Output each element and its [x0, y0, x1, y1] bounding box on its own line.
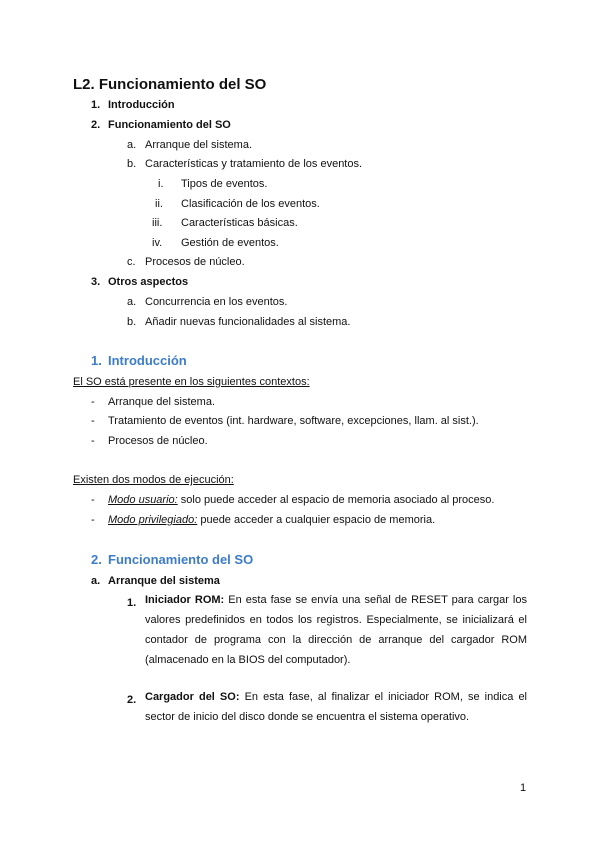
toc-item-2a-letter: a.: [127, 139, 137, 151]
subsection-a-letter: a.: [91, 575, 101, 587]
toc-item-2b-iv-numeral: iv.: [152, 237, 163, 249]
toc-item-2b-ii: Clasificación de los eventos.: [181, 198, 320, 210]
toc-item-2b-iii-numeral: iii.: [152, 217, 163, 229]
mode-priv-desc: puede acceder a cualquier espacio de memoria.: [197, 514, 436, 526]
context-item: Procesos de núcleo.: [108, 435, 208, 447]
mode-user-desc: solo puede acceder al espacio de memoria asociado al proceso.: [177, 494, 495, 506]
mode-priv-term: Modo privilegiado:: [108, 514, 198, 526]
toc-item-2b-ii-numeral: ii.: [155, 198, 163, 210]
context-item: Tratamiento de eventos (int. hardware, software, excepciones, llam. al sist.).: [108, 415, 479, 427]
toc-item-3b: Añadir nuevas funcionalidades al sistema.: [145, 316, 351, 328]
toc-item-3: Otros aspectos: [108, 276, 189, 288]
toc-item-2b: Características y tratamiento de los eventos.: [145, 158, 363, 170]
dash-bullet: -: [91, 396, 95, 408]
contexts-intro: El SO está presente en los siguientes contextos:: [73, 376, 310, 388]
step-2-term: Cargador del SO:: [145, 691, 240, 703]
toc-item-2c: Procesos de núcleo.: [145, 256, 245, 268]
dash-bullet: -: [91, 494, 95, 506]
toc-item-2b-iv: Gestión de eventos.: [181, 237, 279, 249]
toc-item-3a: Concurrencia en los eventos.: [145, 296, 288, 308]
mode-priv-item: [108, 513, 435, 527]
step-1-paragraph: [145, 590, 527, 670]
modes-intro: Existen dos modos de ejecución:: [73, 474, 234, 486]
mode-user-item: [108, 493, 494, 507]
toc-item-2b-i-numeral: i.: [158, 178, 164, 190]
toc-item-2a: Arranque del sistema.: [145, 139, 252, 151]
toc-item-1: Introducción: [108, 99, 175, 111]
document-title: L2. Funcionamiento del SO: [73, 76, 267, 93]
context-item: Arranque del sistema.: [108, 396, 215, 408]
mode-user-term: Modo usuario:: [108, 494, 178, 506]
step-1-text: En esta fase se envía una señal de RESET para cargar los valores predefinidos en todos los registros. Especialmente, se inicializará el contador de programa con la dirección de arranque del cargador ROM (almacenado en la BIOS del computador).: [145, 594, 527, 666]
section-2-heading: Funcionamiento del SO: [108, 552, 254, 567]
toc-item-3b-letter: b.: [127, 316, 137, 328]
toc-item-2-number: 2.: [91, 119, 101, 131]
section-1-number: 1.: [91, 353, 102, 368]
toc-item-2b-letter: b.: [127, 158, 137, 170]
step-2-paragraph: [145, 687, 527, 727]
page-number: 1: [520, 782, 527, 794]
toc-item-3a-letter: a.: [127, 296, 137, 308]
section-1-heading: Introducción: [108, 353, 187, 368]
step-1-number: 1.: [127, 597, 137, 609]
toc-item-3-number: 3.: [91, 276, 101, 288]
toc-item-2b-iii: Características básicas.: [181, 217, 298, 229]
toc-item-2c-letter: c.: [127, 256, 136, 268]
step-2-text: En esta fase, al finalizar el iniciador ROM, se indica el sector de inicio del disco donde se encuentra el sistema operativo.: [145, 691, 528, 723]
subsection-a-heading: Arranque del sistema: [108, 575, 220, 587]
toc-item-2: Funcionamiento del SO: [108, 119, 231, 131]
dash-bullet: -: [91, 435, 95, 447]
step-2-number: 2.: [127, 694, 137, 706]
dash-bullet: -: [91, 415, 95, 427]
step-1-term: Iniciador ROM:: [145, 594, 225, 606]
section-2-number: 2.: [91, 552, 102, 567]
toc-item-1-number: 1.: [91, 99, 101, 111]
dash-bullet: -: [91, 514, 95, 526]
toc-item-2b-i: Tipos de eventos.: [181, 178, 268, 190]
